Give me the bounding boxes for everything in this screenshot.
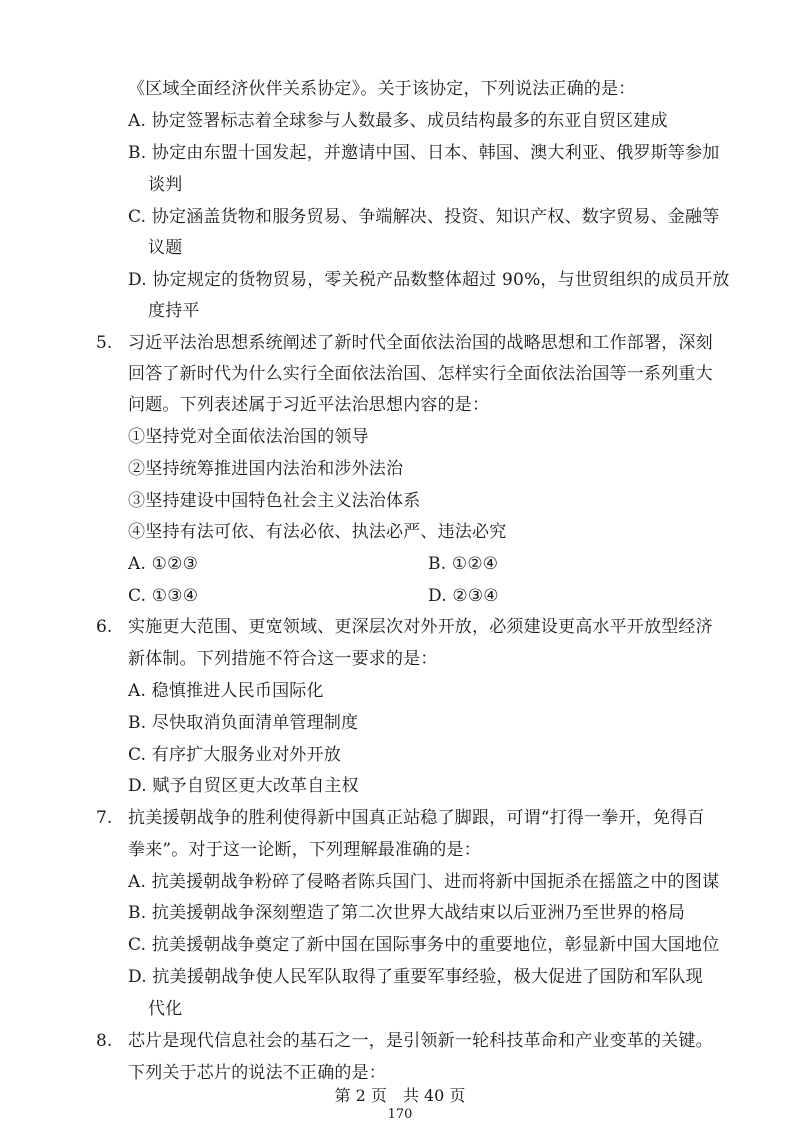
q6-option-c: C. 有序扩大服务业对外开放 (128, 745, 342, 765)
q4-option-b-cont: 谈判 (148, 175, 183, 195)
q5-statement: ④坚持有法可依、有法必依、执法必严、违法必究 (128, 522, 507, 542)
q6-number: 6. (96, 617, 113, 637)
q6-option-d: D. 赋予自贸区更大改革自主权 (128, 776, 359, 796)
q7-option-c: C. 抗美援朝战争奠定了新中国在国际事务中的重要地位，彰显新中国大国地位 (128, 935, 720, 955)
q5-option-b: B. ①②④ (428, 554, 499, 574)
q5-number: 5. (96, 333, 113, 353)
q5-stem-line: 回答了新时代为什么实行全面依法治国、怎样实行全面依法治国等一系列重大 (128, 364, 713, 384)
q7-option-d-cont: 代化 (148, 999, 183, 1019)
q5-statement: ②坚持统筹推进国内法治和涉外法治 (128, 459, 404, 479)
q5-statement: ①坚持党对全面依法治国的领导 (128, 427, 369, 447)
q6-option-b: B. 尽快取消负面清单管理制度 (128, 713, 359, 733)
q6-option-a: A. 稳慎推进人民币国际化 (128, 681, 324, 701)
q7-stem-line: 抗美援朝战争的胜利使得新中国真正站稳了脚跟，可谓“打得一拳开，免得百 (128, 808, 705, 828)
q5-option-a: A. ①②③ (128, 554, 199, 574)
q7-option-d: D. 抗美援朝战争使人民军队取得了重要军事经验，极大促进了国防和军队现 (128, 967, 703, 987)
q7-option-b: B. 抗美援朝战争深刻塑造了第二次世界大战结束以后亚洲乃至世界的格局 (128, 903, 686, 923)
q4-stem-tail: 《区域全面经济伙伴关系协定》。关于该协定，下列说法正确的是： (128, 79, 636, 99)
q5-option-d: D. ②③④ (428, 586, 499, 606)
q5-statement: ③坚持建设中国特色社会主义法治体系 (128, 491, 421, 511)
q5-stem-line: 习近平法治思想系统阐述了新时代全面依法治国的战略思想和工作部署，深刻 (128, 333, 713, 353)
q4-option-c-cont: 议题 (148, 238, 183, 258)
q8-number: 8. (96, 1031, 113, 1051)
q7-option-a: A. 抗美援朝战争粉碎了侵略者陈兵国门、进而将新中国扼杀在摇篮之中的图谋 (128, 872, 720, 892)
q7-number: 7. (96, 808, 113, 828)
q6-stem-line: 新体制。下列措施不符合这一要求的是： (128, 649, 438, 669)
q7-stem-line: 拳来”。对于这一论断，下列理解最准确的是： (128, 840, 481, 860)
q8-stem-line: 芯片是现代信息社会的基石之一，是引领新一轮科技革命和产业变革的关键。 (128, 1031, 713, 1051)
q4-option-d: D. 协定规定的货物贸易，零关税产品数整体超过 90%，与世贸组织的成员开放 (128, 270, 730, 290)
q5-option-c: C. ①③④ (128, 586, 199, 606)
q4-option-c: C. 协定涵盖货物和服务贸易、争端解决、投资、知识产权、数字贸易、金融等 (128, 207, 720, 227)
q5-stem-line: 问题。下列表述属于习近平法治思想内容的是： (128, 395, 490, 415)
page-number: 170 (387, 1107, 413, 1122)
q8-stem-line: 下列关于芯片的说法不正确的是： (128, 1063, 386, 1083)
q4-option-d-cont: 度持平 (148, 301, 200, 321)
page-footer: 第 2 页 共 40 页 (334, 1086, 466, 1105)
q4-option-a: A. 协定签署标志着全球参与人数最多、成员结构最多的东亚自贸区建成 (128, 111, 668, 131)
q6-stem-line: 实施更大范围、更宽领域、更深层次对外开放，必须建设更高水平开放型经济 (128, 617, 713, 637)
q4-option-b: B. 协定由东盟十国发起，并邀请中国、日本、韩国、澳大利亚、俄罗斯等参加 (128, 143, 720, 163)
